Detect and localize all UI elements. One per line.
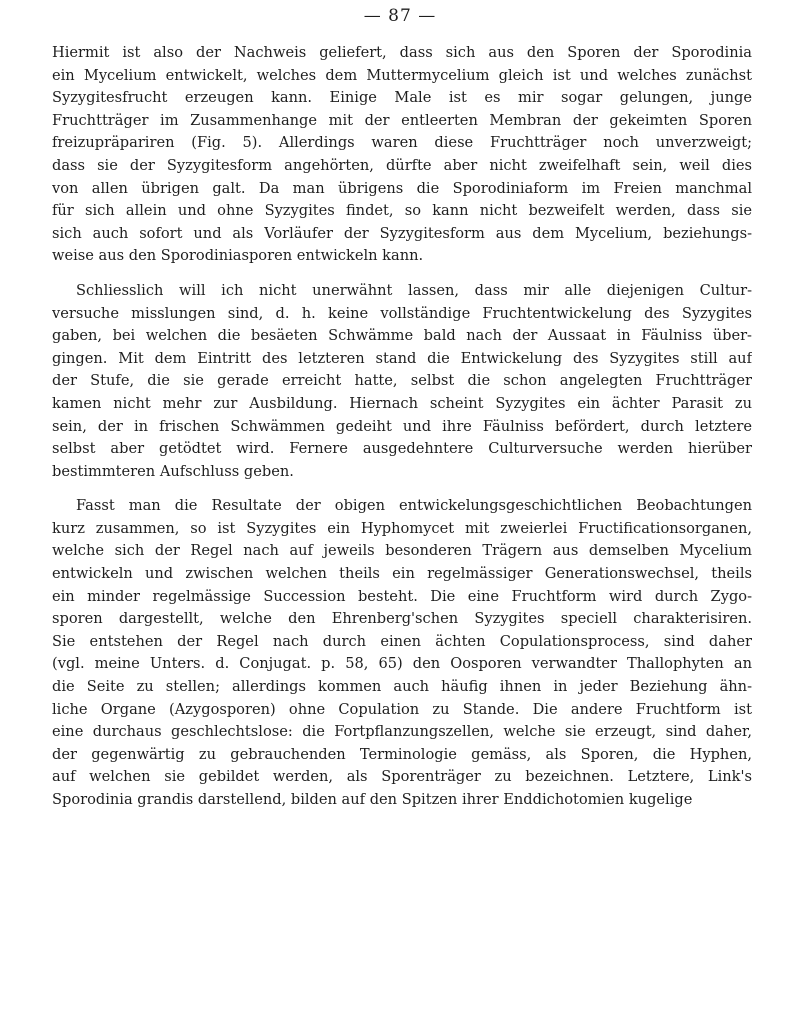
body-text: [52, 42, 752, 812]
text-line: freizupräpariren (Fig. 5). Allerdings waren diese Fruchtträger noch unverzweigt;: [52, 134, 752, 152]
text-line: für sich allein und ohne Syzygites findet, so kann nicht bezweifelt werden, dass sie: [52, 202, 752, 220]
text-line: entwickeln und zwischen welchen theils ein regelmässiger Generationswechsel, theils: [52, 565, 752, 583]
text-line: welche sich der Regel nach auf jeweils besonderen Trägern aus demselben Mycelium: [52, 542, 752, 560]
text-line: Fasst man die Resultate der obigen entwickelungsgeschichtlichen Beobachtungen: [76, 497, 752, 515]
text-line: versuche misslungen sind, d. h. keine vollständige Fruchtentwickelung des Syzygites: [52, 304, 752, 322]
text-line: kamen nicht mehr zur Ausbildung. Hiernach scheint Syzygites ein ächter Parasit zu: [52, 394, 752, 412]
text-line: selbst aber getödtet wird. Fernere ausgedehntere Culturversuche werden hierüber: [52, 440, 752, 458]
text-line: von allen übrigen galt. Da man übrigens die Sporodiniaform im Freien manchmal: [52, 179, 752, 197]
text-line: der gegenwärtig zu gebrauchenden Terminologie gemäss, als Sporen, die Hyphen,: [52, 745, 752, 763]
text-line: liche Organe (Azygosporen) ohne Copulation zu Stande. Die andere Fruchtform ist: [52, 700, 752, 718]
text-line: kurz zusammen, so ist Syzygites ein Hyphomycet mit zweierlei Fructificationsorganen,: [52, 519, 752, 537]
paragraph: [52, 495, 752, 811]
text-line: sein, der in frischen Schwämmen gedeiht und ihre Fäulniss befördert, durch letztere: [52, 417, 752, 435]
text-line: bestimmteren Aufschluss geben.: [52, 462, 294, 480]
text-line: Fruchtträger im Zusammenhange mit der entleerten Membran der gekeimten Sporen: [52, 111, 752, 129]
text-line: auf welchen sie gebildet werden, als Sporenträger zu bezeichnen. Letztere, Link's: [52, 768, 752, 786]
text-line: Sporodinia grandis darstellend, bilden auf den Spitzen ihrer Enddichotomien kugelige: [52, 791, 693, 808]
text-line: weise aus den Sporodiniasporen entwickeln kann.: [52, 247, 424, 265]
text-line: gaben, bei welchen die besäeten Schwämme bald nach der Aussaat in Fäulniss über-: [52, 327, 752, 345]
text-line: die Seite zu stellen; allerdings kommen auch häufig ihnen in jeder Beziehung ähn-: [52, 678, 752, 696]
page-number: — 87 —: [363, 6, 437, 26]
text-line: eine durchaus geschlechtslose: die Fortpflanzungszellen, welche sie erzeugt, sind daher,: [52, 723, 752, 741]
text-line: (vgl. meine Unters. d. Conjugat. p. 58, 65) den Oosporen verwandter Thallophyten an: [52, 655, 752, 673]
text-line: Syzygitesfrucht erzeugen kann. Einige Male ist es mir sogar gelungen, junge: [52, 89, 752, 107]
paragraph: [52, 42, 752, 268]
text-line: der Stufe, die sie gerade erreicht hatte, selbst die schon angelegten Fruchtträger: [52, 372, 752, 390]
text-line: dass sie der Syzygitesform angehörten, dürfte aber nicht zweifelhaft sein, weil dies: [52, 156, 752, 174]
text-line: sich auch sofort und als Vorläufer der Syzygitesform aus dem Mycelium, beziehungs-: [52, 224, 752, 242]
text-line: gingen. Mit dem Eintritt des letzteren stand die Entwickelung des Syzygites still auf: [52, 349, 752, 367]
text-line: Sie entstehen der Regel nach durch einen ächten Copulationsprocess, sind daher: [52, 632, 752, 650]
paragraph: [52, 280, 752, 483]
text-line: Hiermit ist also der Nachweis geliefert, dass sich aus den Sporen der Sporodinia: [52, 44, 752, 61]
text-line: sporen dargestellt, welche den Ehrenberg'schen Syzygites speciell charakterisiren.: [52, 610, 752, 628]
text-line: ein minder regelmässige Succession besteht. Die eine Fruchtform wird durch Zygo-: [52, 587, 752, 605]
text-line: Schliesslich will ich nicht unerwähnt lassen, dass mir alle diejenigen Cultur-: [76, 281, 752, 299]
text-line: ein Mycelium entwickelt, welches dem Muttermycelium gleich ist und welches zunächst: [52, 66, 752, 84]
